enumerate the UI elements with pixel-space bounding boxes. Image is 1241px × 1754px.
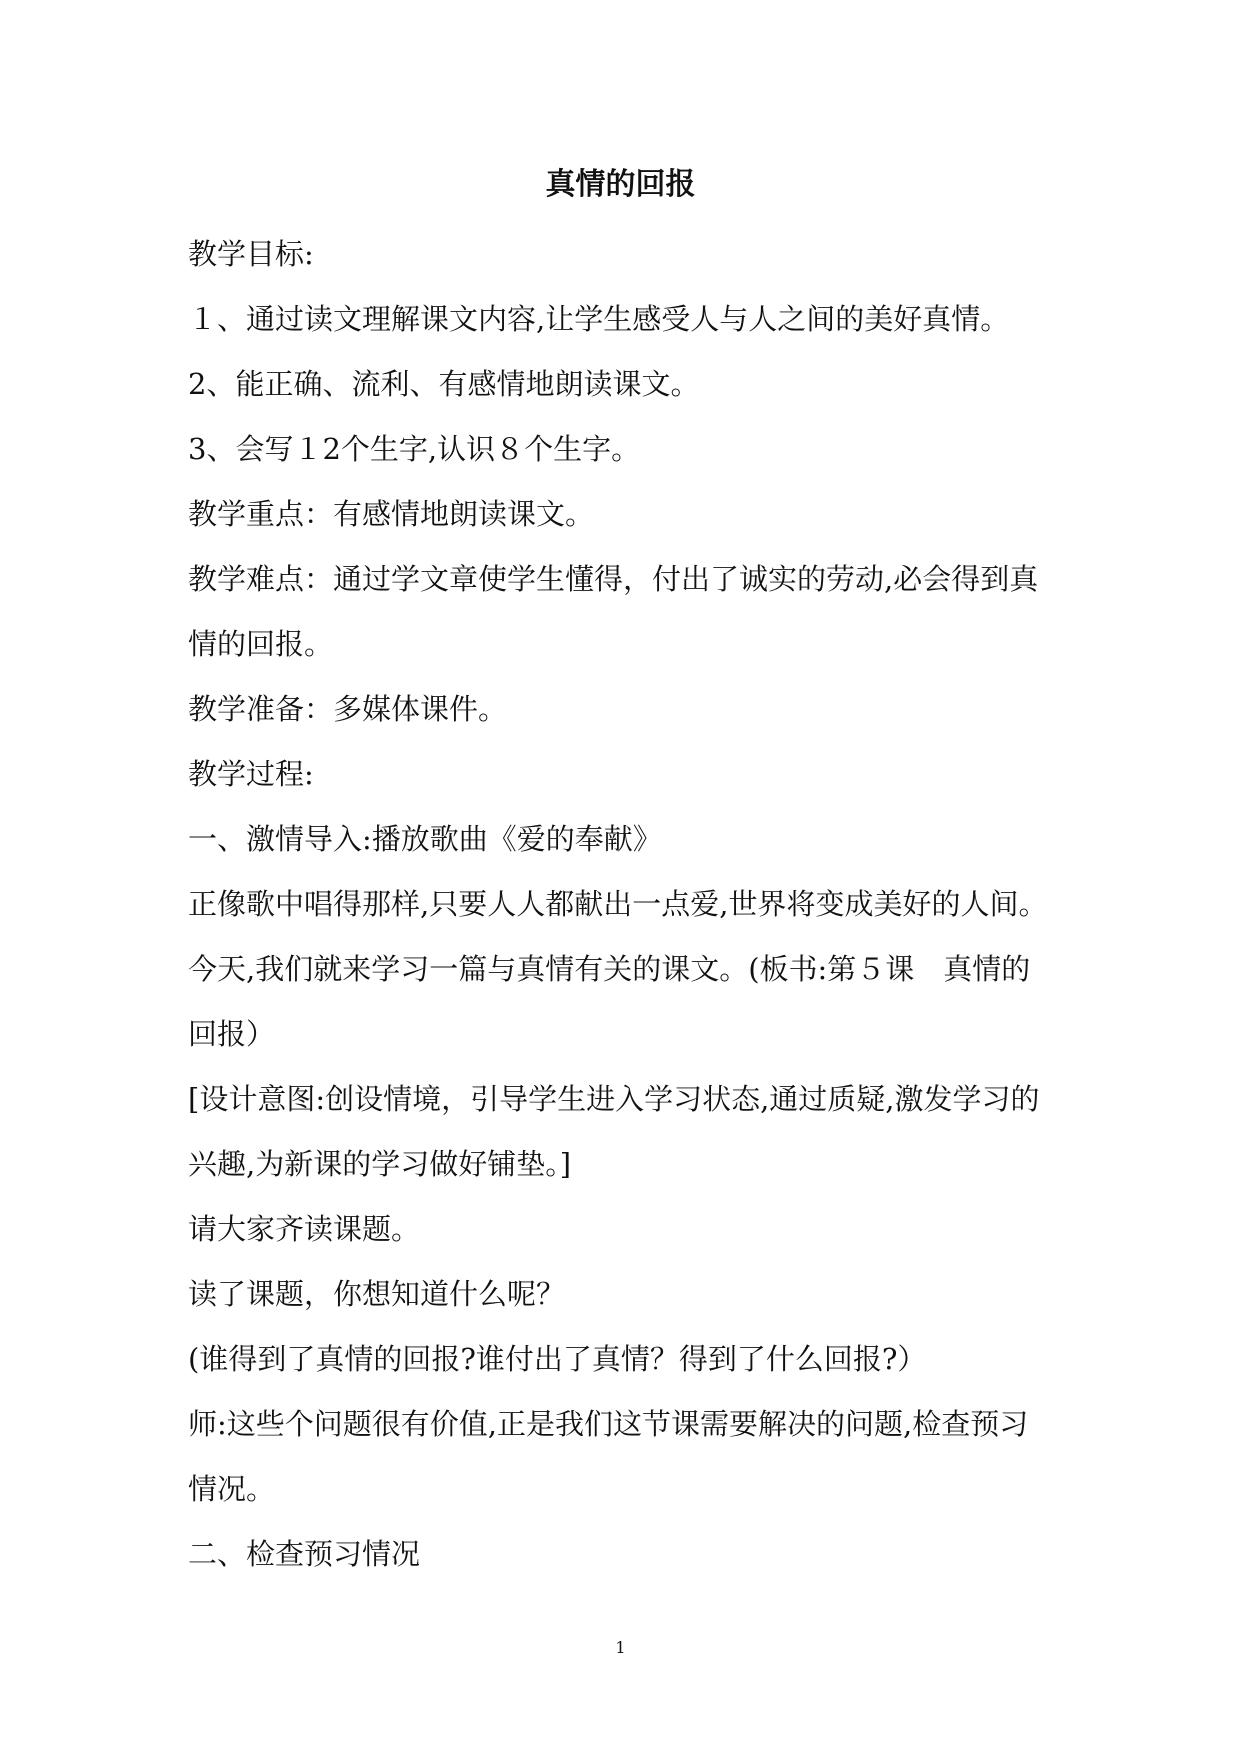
paragraph-line: 读了课题，你想知道什么呢？ (188, 1277, 566, 1311)
paragraph-line: 情况。 (188, 1472, 276, 1506)
paragraph-line: 请大家齐读课题。 (188, 1212, 421, 1246)
objective-2: 2、能正确、流利、有感情地朗读课文。 (188, 367, 700, 401)
paragraph-line: (谁得到了真情的回报?谁付出了真情？得到了什么回报?） (188, 1342, 927, 1376)
document-body (188, 222, 1068, 1587)
paragraph-line: 回报） (188, 1017, 276, 1051)
section-2-heading: 二、检查预习情况 (188, 1537, 421, 1571)
objective-1: １、通过读文理解课文内容,让学生感受人与人之间的美好真情。 (188, 302, 1010, 336)
process-heading: 教学过程: (188, 757, 314, 791)
objective-3: 3、会写１2个生字,认识８个生字。 (188, 432, 641, 466)
key-point: 教学重点：有感情地朗读课文。 (188, 497, 595, 531)
design-intent-continued: 兴趣,为新课的学习做好铺垫。] (188, 1147, 572, 1181)
design-intent: [设计意图:创设情境，引导学生进入学习状态,通过质疑,激发学习的 (188, 1082, 1040, 1116)
section-1-heading: 一、激情导入:播放歌曲《爱的奉献》 (188, 822, 662, 856)
document-title: 真情的回报 (545, 167, 696, 202)
objectives-heading: 教学目标: (188, 237, 314, 271)
paragraph-line: 师:这些个问题很有价值,正是我们这节课需要解决的问题,检查预习 (188, 1407, 1029, 1441)
paragraph-line: 正像歌中唱得那样,只要人人都献出一点爱,世界将变成美好的人间。 (188, 887, 1048, 921)
difficult-point: 教学难点：通过学文章使学生懂得，付出了诚实的劳动,必会得到真 (188, 562, 1039, 596)
difficult-point-continued: 情的回报。 (188, 627, 334, 661)
page-number: 1 (615, 1638, 626, 1657)
preparation: 教学准备：多媒体课件。 (188, 692, 508, 726)
paragraph-line: 今天,我们就来学习一篇与真情有关的课文。(板书:第５课 真情的 (188, 952, 1031, 986)
